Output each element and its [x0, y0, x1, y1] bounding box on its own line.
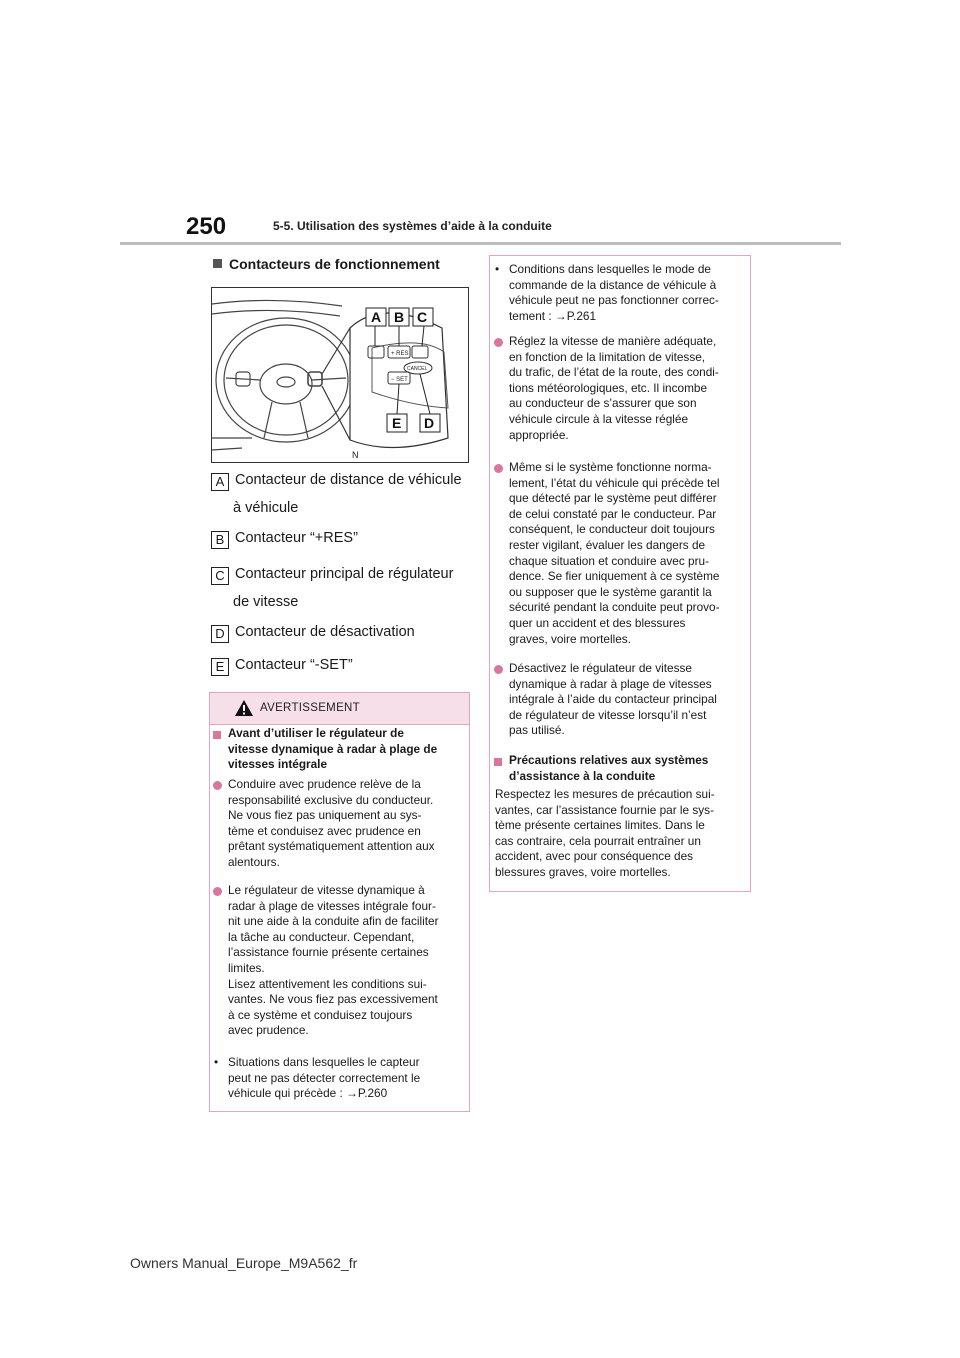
- legend-text-c: Contacteur principal de régulateur: [235, 566, 454, 582]
- warning-p1-line: alentours.: [228, 854, 280, 869]
- right-p1-line: tions météorologiques, etc. Il incombe: [509, 380, 708, 395]
- legend-item-e: [211, 657, 353, 676]
- right-p4-line: tème présente certaines limites. Dans le: [495, 818, 705, 833]
- warning-p1-line: Conduire avec prudence relève de la: [228, 777, 421, 791]
- right-bullet-1: [509, 262, 719, 324]
- right-p1-line: en fonction de la limitation de vitesse,: [509, 349, 706, 364]
- warning-p2-line: limites.: [228, 960, 265, 975]
- section-header: 5-5. Utilisation des systèmes d’aide à la conduite: [273, 219, 552, 233]
- right-bullet-line: véhicule peut ne pas fonctionner correc-: [509, 293, 719, 308]
- legend-text-d: Contacteur de désactivation: [235, 624, 415, 640]
- right-paragraph-4: [495, 787, 715, 881]
- warning-paragraph-2: [228, 883, 439, 1039]
- warning-subheading-line: Avant d’utiliser le régulateur de: [228, 726, 404, 740]
- warning-p1-line: responsabilité exclusive du conducteur.: [228, 792, 434, 807]
- right-p2-line: quer un accident et des blessures: [509, 615, 686, 630]
- legend-item-c: [211, 566, 453, 585]
- right-p2-line: conséquent, le conducteur doit toujours: [509, 522, 715, 537]
- legend-letter-d: D: [211, 625, 229, 643]
- res-button-label: + RES: [391, 351, 409, 357]
- pink-dot-bullet-icon: [213, 781, 222, 790]
- warning-subheading: [228, 726, 437, 773]
- legend-item-d: [211, 624, 415, 643]
- right-paragraph-3: [509, 661, 717, 739]
- right-p1-line: au conducteur de s’assurer que son: [509, 396, 697, 411]
- pink-dot-bullet-icon: [494, 665, 503, 674]
- right-subheading-line: Précautions relatives aux systèmes: [509, 753, 709, 767]
- right-p4-line: vantes, car l’assistance fournie par le sys-: [495, 802, 714, 817]
- legend-letter-c: C: [211, 567, 229, 585]
- right-p4-line: blessures graves, voire mortelles.: [495, 864, 671, 879]
- legend-text-c-cont: de vitesse: [233, 594, 299, 610]
- warning-p2-line: radar à plage de vitesses intégrale four-: [228, 898, 436, 913]
- right-p3-line: Désactivez le régulateur de vitesse: [509, 661, 692, 675]
- legend-letter-b: B: [211, 531, 229, 549]
- right-p2-line: sécurité pendant la conduite peut provo-: [509, 600, 720, 615]
- subsection-title-text: Contacteurs de fonctionnement: [229, 256, 440, 272]
- header-rule: [120, 242, 841, 245]
- callout-c: C: [417, 309, 428, 325]
- legend-item-a: [211, 472, 462, 491]
- right-p2-line: rester vigilant, évaluer les dangers de: [509, 537, 706, 552]
- legend-item-b: [211, 530, 358, 549]
- warning-p2-line: Lisez attentivement les conditions sui-: [228, 976, 427, 991]
- right-p2-line: graves, voire mortelles.: [509, 631, 631, 646]
- steering-wheel-illustration: [211, 287, 469, 463]
- callout-e: E: [392, 415, 402, 431]
- legend-text-b: Contacteur “+RES”: [235, 530, 358, 546]
- right-p2-line: de celui constaté par le conducteur. Par: [509, 506, 717, 521]
- warning-p2-line: Le régulateur de vitesse dynamique à: [228, 883, 425, 897]
- steering-wheel-drawing: [212, 288, 468, 462]
- illustration-mark: N: [352, 450, 359, 460]
- right-p1-line: appropriée.: [509, 427, 569, 442]
- pink-dot-bullet-icon: [494, 338, 503, 347]
- right-p1-line: véhicule circule à la vitesse réglée: [509, 411, 689, 426]
- right-p3-line: dynamique à radar à plage de vitesses: [509, 676, 712, 691]
- right-p4-line: cas contraire, cela pourrait entraîner un: [495, 833, 701, 848]
- bullet-dot: •: [214, 1055, 219, 1069]
- warning-p2-line: avec prudence.: [228, 1023, 309, 1038]
- legend-text-e: Contacteur “-SET”: [235, 657, 353, 673]
- right-p3-line: de régulateur de vitesse lorsqu’il n’est: [509, 707, 707, 722]
- legend-text-a-cont: à véhicule: [233, 500, 299, 516]
- pink-dot-bullet-icon: [213, 887, 222, 896]
- right-subheading-line: d’assistance à la conduite: [509, 768, 656, 783]
- subsection-title: [213, 256, 440, 272]
- bullet-dot: •: [495, 262, 500, 276]
- warning-p2-line: vantes. Ne vous fiez pas excessivement: [228, 992, 438, 1007]
- page-number: 250: [186, 213, 227, 240]
- square-bullet-icon: [213, 259, 222, 268]
- callout-a: A: [371, 309, 382, 325]
- right-paragraph-1: [509, 334, 719, 443]
- right-bullet-line: tement : →P.261: [509, 308, 597, 323]
- right-p2-line: lement, l’état du véhicule qui précède tel: [509, 475, 720, 490]
- warning-p2-line: l’assistance fournie présente certaines: [228, 945, 429, 960]
- pink-square-bullet-icon: [494, 758, 502, 766]
- warning-subheading-line: vitesse dynamique à radar à plage de: [228, 741, 438, 756]
- warning-triangle-icon: [234, 699, 254, 717]
- cancel-button-label: CANCEL: [407, 366, 428, 372]
- legend-letter-a: A: [211, 473, 229, 491]
- right-bullet-line: commande de la distance de véhicule à: [509, 277, 717, 292]
- pink-square-bullet-icon: [213, 731, 221, 739]
- right-p1-line: Réglez la vitesse de manière adéquate,: [509, 334, 717, 348]
- callout-b: B: [394, 309, 405, 325]
- right-p2-line: que détecté par le système peut différer: [509, 491, 717, 506]
- footer-document-name: Owners Manual_Europe_M9A562_fr: [130, 1255, 358, 1271]
- right-p2-line: ou supposer que le système garantit la: [509, 584, 712, 599]
- right-p3-line: pas utilisé.: [509, 723, 565, 738]
- warning-header: [210, 693, 469, 725]
- callout-d: D: [424, 415, 435, 431]
- warning-p1-line: prêtant systématiquement attention aux: [228, 839, 435, 854]
- right-subheading: [509, 753, 708, 784]
- warning-subheading-line: vitesses intégrale: [228, 757, 328, 772]
- right-p2-line: chaque situation et conduire avec pru-: [509, 553, 710, 568]
- set-button-label: − SET: [391, 377, 408, 383]
- right-paragraph-2: [509, 460, 720, 647]
- warning-p1-line: Ne vous fiez pas uniquement au sys-: [228, 808, 422, 823]
- warning-p2-line: nit une aide à la conduite afin de faciliter: [228, 914, 439, 929]
- warning-p2-line: la tâche au conducteur. Cependant,: [228, 929, 415, 944]
- right-p3-line: intégrale à l’aide du contacteur principal: [509, 692, 717, 707]
- warning-p2-line: à ce système et conduisez toujours: [228, 1007, 413, 1022]
- warning-paragraph-1: [228, 777, 435, 871]
- warning-heading: AVERTISSEMENT: [260, 702, 360, 714]
- right-p4-line: Respectez les mesures de précaution sui-: [495, 787, 715, 801]
- right-bullet-line: Conditions dans lesquelles le mode de: [509, 262, 711, 276]
- warning-bullet-line: véhicule qui précède : →P.260: [228, 1086, 388, 1101]
- warning-p1-line: tème et conduisez avec prudence en: [228, 823, 421, 838]
- warning-bullet-1: [228, 1055, 420, 1102]
- warning-bullet-line: peut ne pas détecter correctement le: [228, 1070, 421, 1085]
- right-p2-line: Même si le système fonctionne norma-: [509, 460, 712, 474]
- right-p1-line: du trafic, de l’état de la route, des condi-: [509, 365, 719, 380]
- pink-dot-bullet-icon: [494, 464, 503, 473]
- right-p2-line: dence. Se fier uniquement à ce système: [509, 569, 720, 584]
- right-p4-line: accident, avec pour conséquence des: [495, 849, 694, 864]
- warning-bullet-line: Situations dans lesquelles le capteur: [228, 1055, 420, 1069]
- legend-text-a: Contacteur de distance de véhicule: [235, 472, 462, 488]
- legend-letter-e: E: [211, 658, 229, 676]
